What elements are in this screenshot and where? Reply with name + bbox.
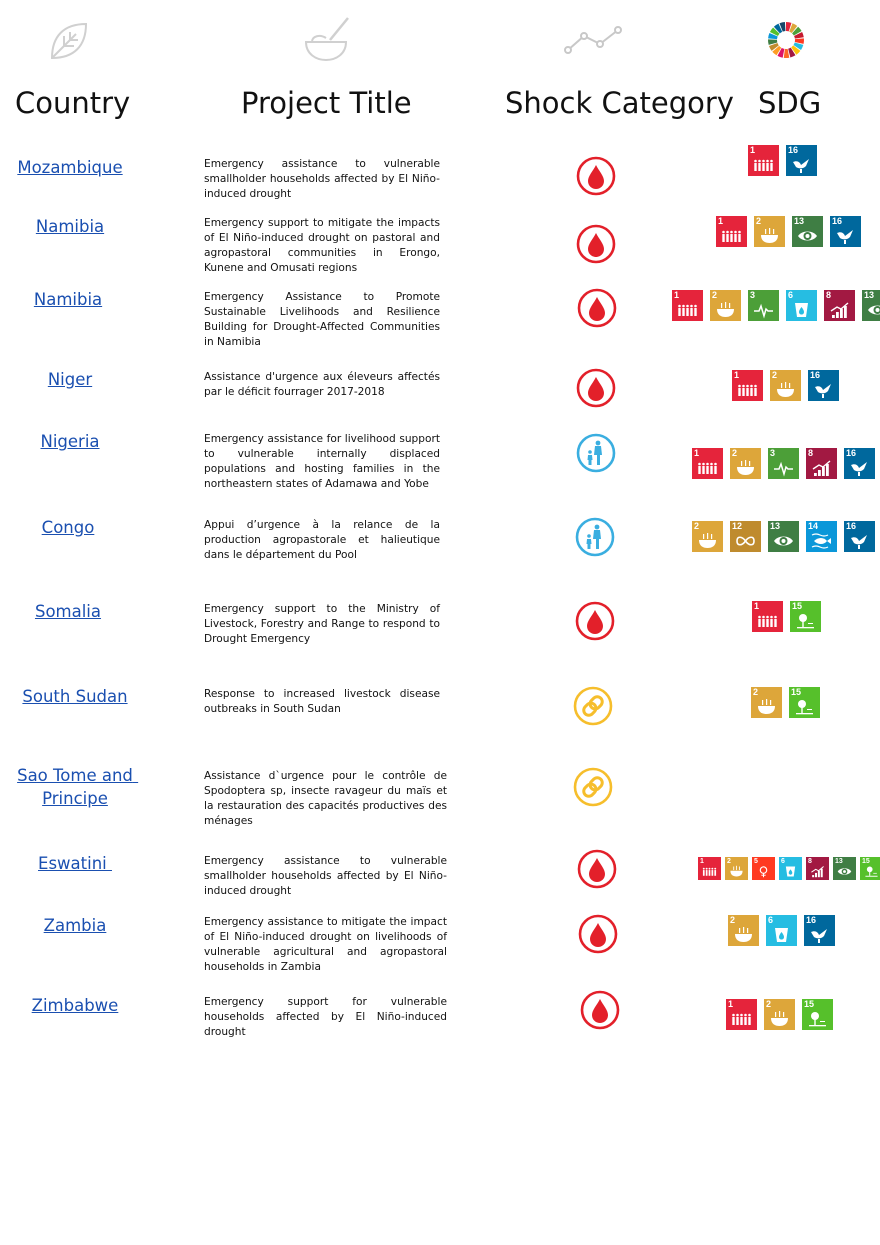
country-link[interactable]: Zambia bbox=[43, 916, 107, 935]
chain-icon bbox=[573, 767, 613, 807]
sdg-1-icon: 1 bbox=[748, 145, 779, 176]
shock-category-column-header: Shock Category bbox=[505, 86, 734, 120]
sdg-3-icon: 3 bbox=[768, 448, 799, 479]
country-link[interactable]: Nigeria bbox=[40, 432, 100, 451]
country-link[interactable]: Somalia bbox=[34, 602, 102, 621]
trend-line-icon bbox=[564, 14, 624, 66]
sdg-1-icon: 1 bbox=[732, 370, 763, 401]
sdg-16-icon: 16 bbox=[830, 216, 861, 247]
sdg-15-icon: 15 bbox=[860, 857, 880, 880]
sdg-2-icon: 2 bbox=[725, 857, 748, 880]
project-title: Emergency assistance to vulnerable smallholder households affected by El Niño-induced drought bbox=[204, 855, 447, 897]
sdg-16-icon: 16 bbox=[844, 521, 875, 552]
country-link[interactable]: South Sudan bbox=[22, 687, 128, 706]
sdg-8-icon: 8 bbox=[824, 290, 855, 321]
sdg-2-icon: 2 bbox=[751, 687, 782, 718]
sdg-6-icon: 6 bbox=[786, 290, 817, 321]
sdg-1-icon: 1 bbox=[716, 216, 747, 247]
displacement-icon bbox=[575, 517, 615, 557]
sdg-12-icon: 12 bbox=[730, 521, 761, 552]
sdg-2-icon: 2 bbox=[710, 290, 741, 321]
sdg-13-icon: 13 bbox=[833, 857, 856, 880]
sdg-14-icon: 14 bbox=[806, 521, 837, 552]
sdg-2-icon: 2 bbox=[728, 915, 759, 946]
sdg-2-icon: 2 bbox=[754, 216, 785, 247]
sdg-16-icon: 16 bbox=[804, 915, 835, 946]
sdg-goals bbox=[698, 857, 880, 880]
drought-icon bbox=[577, 288, 617, 328]
sdg-goals bbox=[726, 999, 833, 1030]
sdg-goals bbox=[751, 687, 820, 718]
drought-icon bbox=[577, 849, 617, 889]
country-link[interactable]: Niger bbox=[47, 370, 93, 389]
sdg-goals bbox=[716, 216, 861, 247]
drought-icon bbox=[580, 990, 620, 1030]
sdg-2-icon: 2 bbox=[764, 999, 795, 1030]
project-title: Assistance d'urgence aux éleveurs affectés par le déficit fourrager 2017-2018 bbox=[204, 371, 440, 398]
country-link[interactable]: Namibia bbox=[33, 290, 103, 309]
sdg-8-icon: 8 bbox=[806, 448, 837, 479]
sdg-5-icon: 5 bbox=[752, 857, 775, 880]
project-title: Emergency assistance to vulnerable smallholder households affected by El Niño-induced drought bbox=[204, 158, 440, 200]
sdg-goals bbox=[672, 290, 880, 321]
sdg-goals bbox=[728, 915, 835, 946]
sdg-goals bbox=[752, 601, 821, 632]
country-link[interactable]: Namibia bbox=[35, 217, 105, 236]
sdg-wheel-icon bbox=[760, 14, 812, 66]
sdg-1-icon: 1 bbox=[672, 290, 703, 321]
project-title: Emergency assistance for livelihood support to vulnerable internally displaced populations and hosting families in the northeastern states of Adamawa and Yobe bbox=[204, 433, 440, 490]
drought-icon bbox=[576, 224, 616, 264]
country-link[interactable]: Sao Tome and Principe bbox=[17, 766, 139, 808]
sdg-15-icon: 15 bbox=[802, 999, 833, 1030]
country-column-header: Country bbox=[15, 86, 131, 120]
project-title: Emergency Assistance to Promote Sustainable Livelihoods and Resilience Building for Drought-Affected Communities in Namibia bbox=[204, 291, 440, 348]
sdg-3-icon: 3 bbox=[748, 290, 779, 321]
sdg-13-icon: 13 bbox=[792, 216, 823, 247]
sdg-16-icon: 16 bbox=[844, 448, 875, 479]
project-title: Response to increased livestock disease outbreaks in South Sudan bbox=[204, 688, 440, 715]
leaf-icon bbox=[42, 14, 94, 66]
drought-icon bbox=[576, 156, 616, 196]
displacement-icon bbox=[576, 433, 616, 473]
sdg-13-icon: 13 bbox=[862, 290, 880, 321]
sdg-13-icon: 13 bbox=[768, 521, 799, 552]
sdg-1-icon: 1 bbox=[752, 601, 783, 632]
sdg-1-icon: 1 bbox=[698, 857, 721, 880]
sdg-2-icon: 2 bbox=[770, 370, 801, 401]
chain-icon bbox=[573, 686, 613, 726]
sdg-6-icon: 6 bbox=[779, 857, 802, 880]
country-link[interactable]: Eswatini bbox=[38, 854, 112, 873]
sdg-16-icon: 16 bbox=[808, 370, 839, 401]
project-title: Emergency support to the Ministry of Livestock, Forestry and Range to respond to Drought Emergency bbox=[204, 603, 440, 645]
project-title: Appui d’urgence à la relance de la production agropastorale et halieutique dans le département du Pool bbox=[204, 519, 440, 561]
drought-icon bbox=[575, 601, 615, 641]
project-title: Assistance d`urgence pour le contrôle de Spodoptera sp, insecte ravageur du maïs et la restauration des capacités productives des ménages bbox=[204, 770, 447, 827]
project-title-column-header: Project Title bbox=[241, 86, 412, 120]
drought-icon bbox=[576, 368, 616, 408]
project-title: Emergency support for vulnerable households affected by El Niño-induced drought bbox=[204, 996, 447, 1038]
sdg-15-icon: 15 bbox=[790, 601, 821, 632]
sdg-goals bbox=[732, 370, 839, 401]
sdg-column-header: SDG bbox=[758, 86, 822, 120]
sdg-1-icon: 1 bbox=[692, 448, 723, 479]
sdg-goals bbox=[748, 145, 817, 176]
sdg-16-icon: 16 bbox=[786, 145, 817, 176]
sdg-goals bbox=[692, 521, 875, 552]
country-link[interactable]: Mozambique bbox=[17, 158, 123, 177]
sdg-2-icon: 2 bbox=[730, 448, 761, 479]
country-link[interactable]: Congo bbox=[41, 518, 95, 537]
project-title: Emergency assistance to mitigate the impact of El Niño-induced drought on livelihoods of vulnerable agricultural and agropastoral households in Zambia bbox=[204, 916, 447, 973]
sdg-8-icon: 8 bbox=[806, 857, 829, 880]
sdg-6-icon: 6 bbox=[766, 915, 797, 946]
project-title: Emergency support to mitigate the impacts of El Niño-induced drought on pastoral and agropastoral communities in Erongo, Kunene and Omusati regions bbox=[204, 217, 440, 274]
country-link[interactable]: Zimbabwe bbox=[31, 996, 119, 1015]
bowl-icon bbox=[300, 14, 352, 66]
sdg-2-icon: 2 bbox=[692, 521, 723, 552]
sdg-goals bbox=[692, 448, 875, 479]
sdg-1-icon: 1 bbox=[726, 999, 757, 1030]
drought-icon bbox=[578, 914, 618, 954]
sdg-15-icon: 15 bbox=[789, 687, 820, 718]
